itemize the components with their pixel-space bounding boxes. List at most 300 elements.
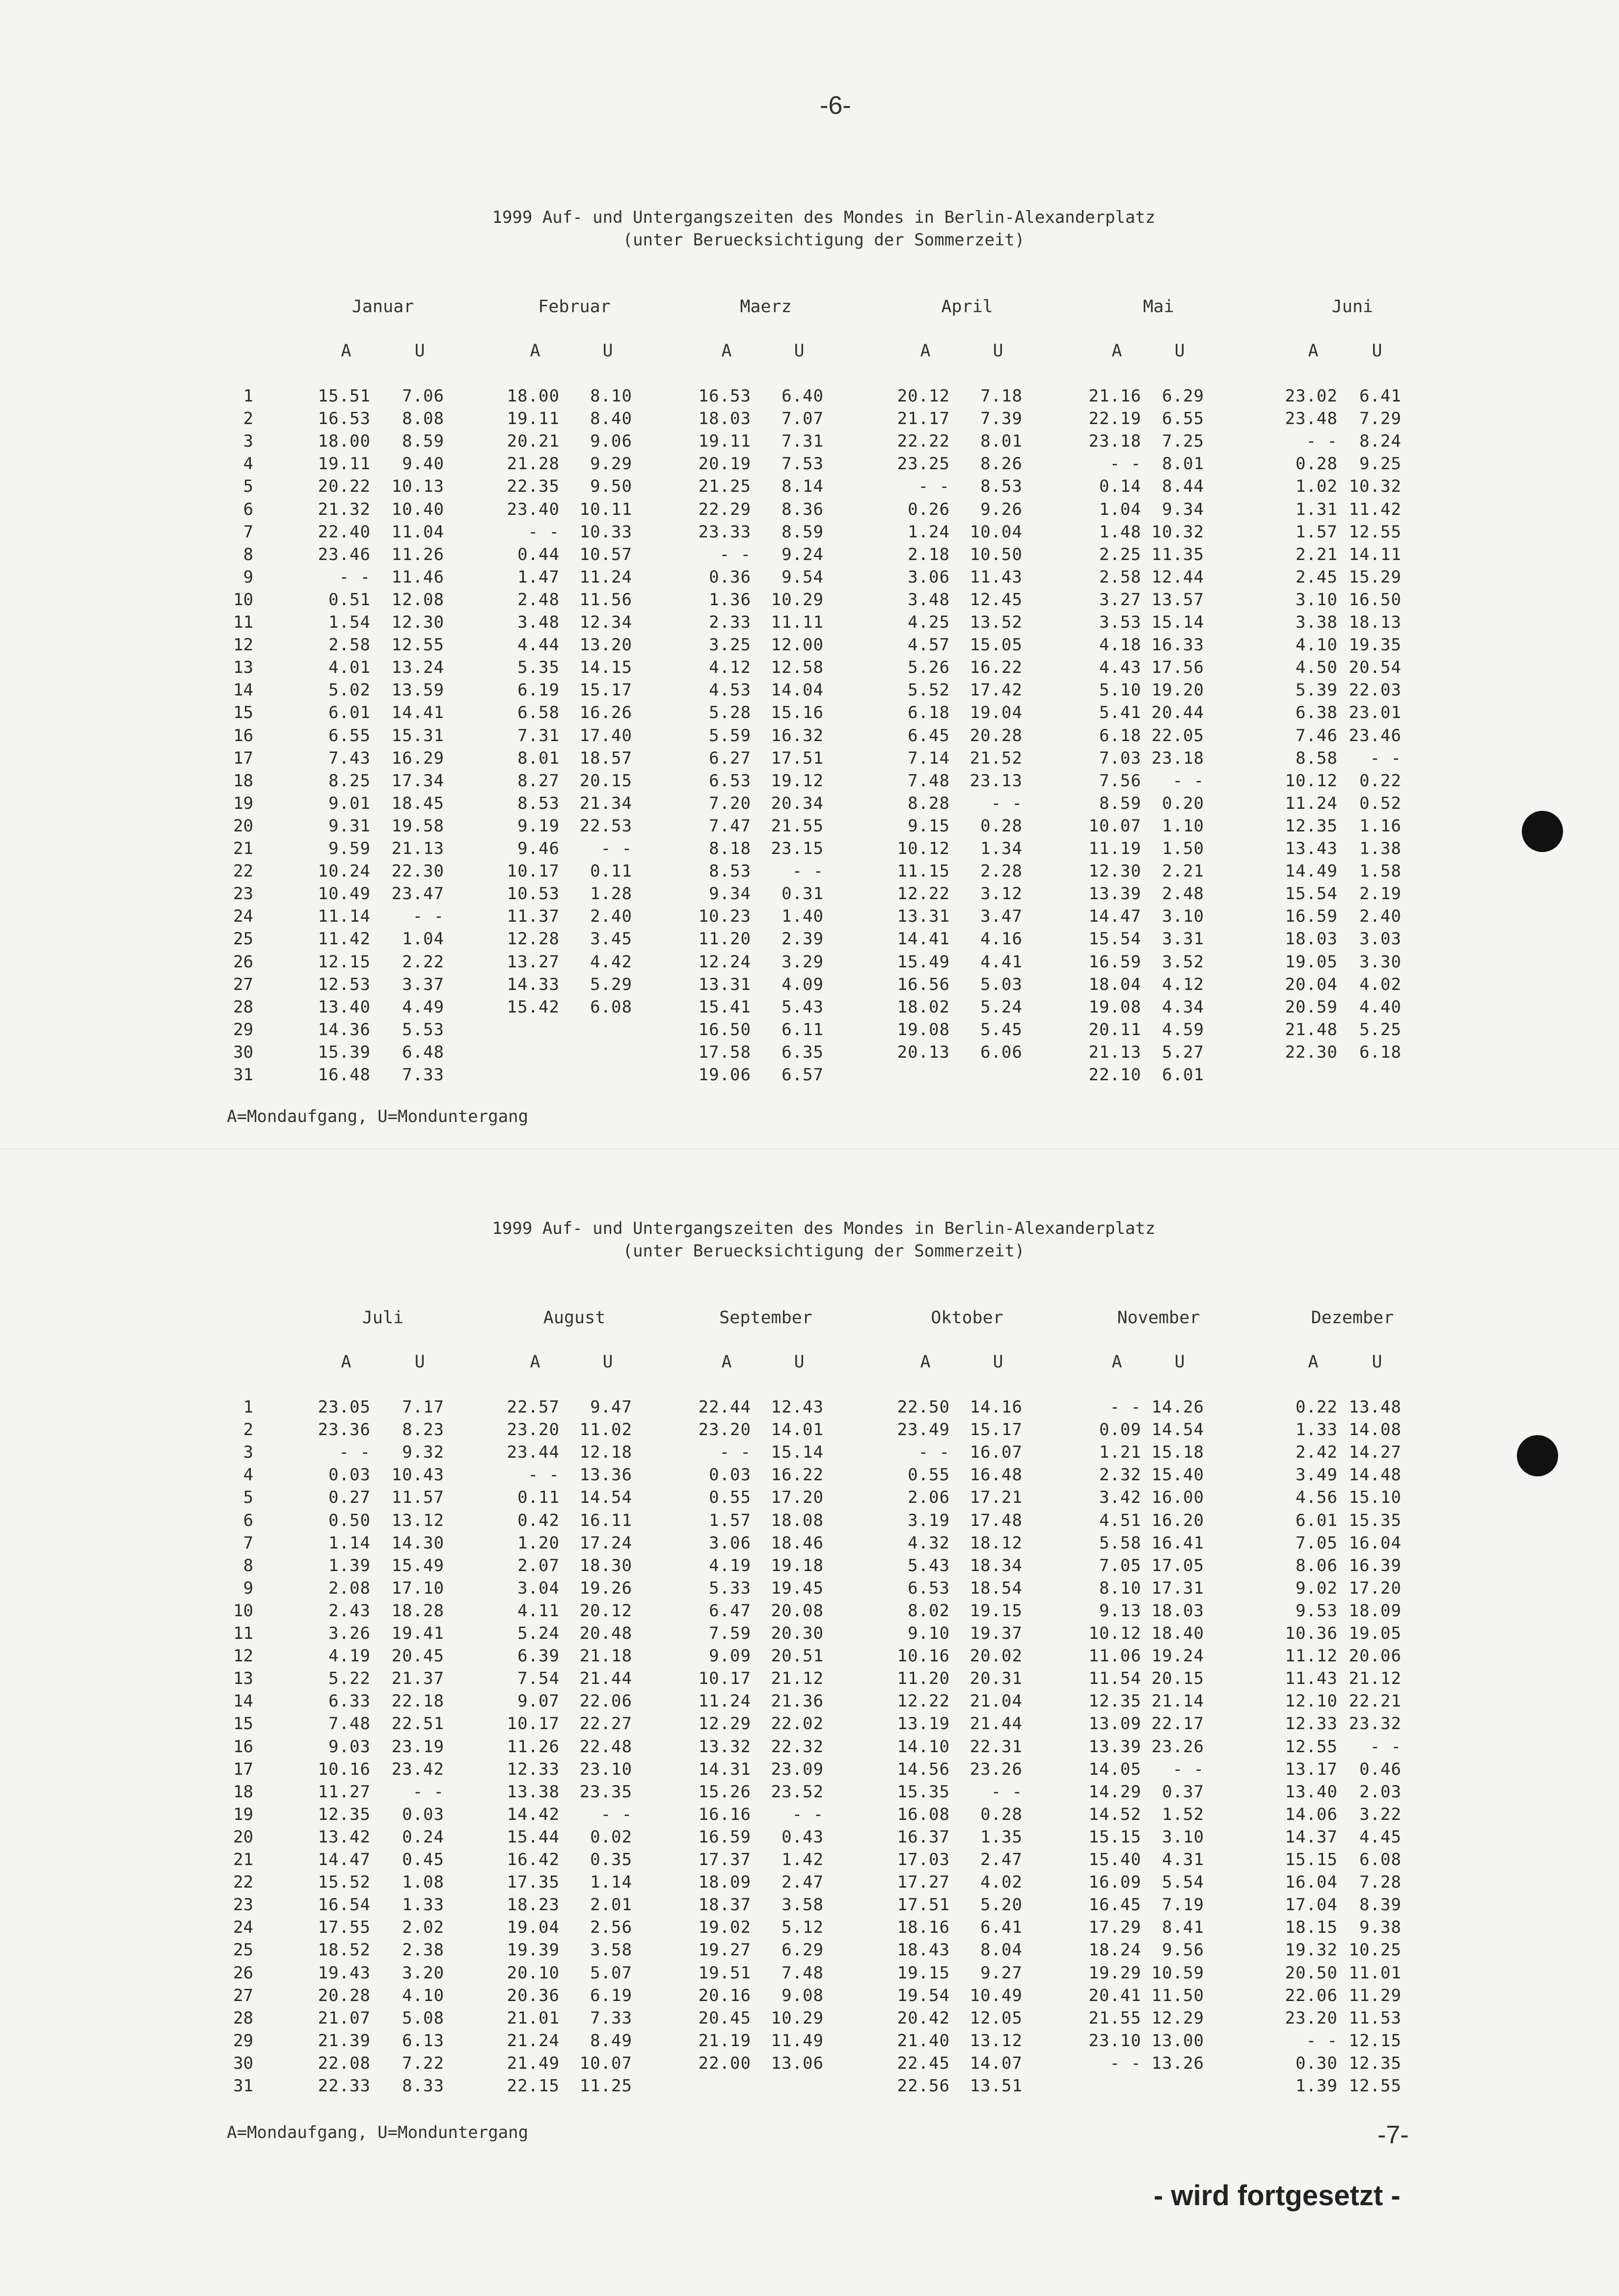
day-number: 19 xyxy=(233,793,253,813)
col-header-rise: A xyxy=(1308,1352,1319,1372)
moonset-cell: 21.55 xyxy=(771,816,824,836)
moonset-cell: 1.40 xyxy=(782,907,824,927)
moonrise-cell: 14.41 xyxy=(897,929,950,949)
moonrise-cell: 1.31 xyxy=(1295,499,1338,519)
moonrise-cell: - - xyxy=(1109,454,1141,474)
moonrise-cell: 8.02 xyxy=(908,1601,950,1621)
moonrise-cell: 22.30 xyxy=(1285,1042,1338,1062)
moonrise-cell: 13.31 xyxy=(897,907,950,927)
moonrise-cell: 22.19 xyxy=(1088,409,1141,429)
day-number: 27 xyxy=(233,974,253,994)
moonset-cell: 9.06 xyxy=(590,431,632,452)
day-number: 11 xyxy=(233,1624,253,1643)
day-number: 5 xyxy=(243,1488,253,1508)
punch-hole-lower xyxy=(1517,1435,1558,1476)
moonrise-cell: 0.44 xyxy=(517,544,560,564)
moonrise-cell: 3.42 xyxy=(1099,1488,1141,1508)
moonset-cell: 6.57 xyxy=(782,1065,824,1085)
moonset-cell: 13.48 xyxy=(1349,1397,1402,1417)
moonset-cell: 6.48 xyxy=(402,1042,444,1062)
moonset-cell: 5.54 xyxy=(1162,1872,1204,1893)
moonrise-cell: 9.46 xyxy=(517,839,560,858)
moonrise-cell: 2.42 xyxy=(1295,1442,1338,1463)
moonrise-cell: 0.03 xyxy=(709,1465,751,1485)
moonrise-cell: 7.59 xyxy=(709,1624,751,1643)
moonset-cell: 8.44 xyxy=(1162,477,1204,497)
legend-text: A=Mondaufgang, U=Monduntergang xyxy=(227,1107,529,1126)
moonrise-cell: 0.36 xyxy=(709,567,751,587)
moonrise-cell: 17.03 xyxy=(897,1850,950,1869)
moonset-cell: 16.20 xyxy=(1151,1510,1204,1530)
moonset-cell: 11.57 xyxy=(391,1488,444,1508)
moonrise-cell: 2.07 xyxy=(517,1555,560,1575)
moonrise-cell: 22.08 xyxy=(318,2053,371,2073)
month-header: August xyxy=(543,1308,606,1328)
moonset-cell: 1.52 xyxy=(1162,1804,1204,1824)
moonset-cell: 22.17 xyxy=(1151,1714,1204,1734)
moonset-cell: 7.28 xyxy=(1359,1872,1402,1893)
moonset-cell: 15.14 xyxy=(1151,613,1204,632)
moonrise-cell: 10.17 xyxy=(507,861,560,881)
moonset-cell: 21.12 xyxy=(771,1669,824,1689)
moonrise-cell: 6.47 xyxy=(709,1601,751,1621)
moonrise-cell: 19.08 xyxy=(897,1019,950,1040)
moonrise-cell: - - xyxy=(339,567,371,587)
moonrise-cell: 23.49 xyxy=(897,1420,950,1440)
month-header: Juli xyxy=(362,1308,404,1328)
moonrise-cell: 10.23 xyxy=(698,907,751,927)
moonset-cell: 2.47 xyxy=(782,1872,824,1893)
moonset-cell: 10.59 xyxy=(1151,1963,1204,1983)
moonrise-cell: 5.58 xyxy=(1099,1533,1141,1553)
moonrise-cell: 14.29 xyxy=(1088,1782,1141,1802)
day-number: 12 xyxy=(233,1646,253,1666)
moonset-cell: 21.52 xyxy=(970,748,1023,768)
moonset-cell: 14.07 xyxy=(970,2053,1023,2073)
moonrise-cell: 7.43 xyxy=(328,748,371,768)
moonset-cell: 20.15 xyxy=(579,771,632,791)
moonrise-cell: 5.26 xyxy=(908,658,950,678)
moonset-cell: 1.16 xyxy=(1359,816,1402,836)
moonset-cell: 9.25 xyxy=(1359,454,1402,474)
moonset-cell: 19.41 xyxy=(391,1624,444,1643)
moonset-cell: 15.35 xyxy=(1349,1510,1402,1530)
moonrise-cell: 12.35 xyxy=(318,1804,371,1824)
moonset-cell: 4.31 xyxy=(1162,1850,1204,1869)
moonset-cell: 20.54 xyxy=(1349,658,1402,678)
moonrise-cell: 0.55 xyxy=(908,1465,950,1485)
moonrise-cell: - - xyxy=(528,1465,560,1485)
moonset-cell: 0.35 xyxy=(590,1850,632,1869)
moonset-cell: 22.06 xyxy=(579,1691,632,1711)
moonrise-cell: 16.48 xyxy=(318,1065,371,1085)
moonset-cell: 20.44 xyxy=(1151,703,1204,723)
day-number: 4 xyxy=(243,454,253,474)
moonset-cell: 12.55 xyxy=(1349,522,1402,542)
moonrise-cell: 9.01 xyxy=(328,793,371,813)
month-header: Dezember xyxy=(1311,1308,1394,1328)
moonset-cell: 18.09 xyxy=(1349,1601,1402,1621)
moonrise-cell: 3.48 xyxy=(517,613,560,632)
moonrise-cell: 22.57 xyxy=(507,1397,560,1417)
moonset-cell: 19.58 xyxy=(391,816,444,836)
moonset-cell: 17.10 xyxy=(391,1578,444,1598)
moonrise-cell: 3.25 xyxy=(709,635,751,655)
col-header-set: U xyxy=(1174,1352,1185,1372)
day-number: 28 xyxy=(233,2008,253,2028)
moonrise-cell: 9.34 xyxy=(709,884,751,904)
moonrise-cell: 19.43 xyxy=(318,1963,371,1983)
moonset-cell: 2.01 xyxy=(590,1895,632,1915)
moonset-cell: - - xyxy=(792,861,824,881)
moonrise-cell: 0.14 xyxy=(1099,477,1141,497)
moonrise-cell: 8.53 xyxy=(517,793,560,813)
moonset-cell: 5.27 xyxy=(1162,1042,1204,1062)
moonset-cell: 11.53 xyxy=(1349,2008,1402,2028)
moonrise-cell: 11.14 xyxy=(318,907,371,927)
moonset-cell: 1.33 xyxy=(402,1895,444,1915)
moonset-cell: 18.08 xyxy=(771,1510,824,1530)
moonrise-cell: 3.53 xyxy=(1099,613,1141,632)
moonset-cell: 8.14 xyxy=(782,477,824,497)
moonset-cell: 11.49 xyxy=(771,2030,824,2051)
moonrise-cell: 6.53 xyxy=(908,1578,950,1598)
moonset-cell: 3.31 xyxy=(1162,929,1204,949)
day-number: 16 xyxy=(233,725,253,746)
moonrise-cell: 6.38 xyxy=(1295,703,1338,723)
moonrise-cell: 20.42 xyxy=(897,2008,950,2028)
moonrise-cell: 0.03 xyxy=(328,1465,371,1485)
moonset-cell: 15.29 xyxy=(1349,567,1402,587)
moonrise-cell: 13.42 xyxy=(318,1827,371,1847)
moonset-cell: - - xyxy=(792,1804,824,1824)
moonset-cell: 16.50 xyxy=(1349,589,1402,610)
moonset-cell: 13.24 xyxy=(391,658,444,678)
moonset-cell: 6.35 xyxy=(782,1042,824,1062)
moonrise-cell: 7.20 xyxy=(709,793,751,813)
moonset-cell: 10.57 xyxy=(579,544,632,564)
moonset-cell: 16.33 xyxy=(1151,635,1204,655)
day-number: 4 xyxy=(243,1465,253,1485)
moonrise-cell: 1.24 xyxy=(908,522,950,542)
moonrise-cell: 8.25 xyxy=(328,771,371,791)
moonset-cell: 3.37 xyxy=(402,974,444,994)
page-fold-line xyxy=(0,1148,1619,1149)
moonrise-cell: 1.02 xyxy=(1295,477,1338,497)
moonset-cell: 21.36 xyxy=(771,1691,824,1711)
moonrise-cell: 22.00 xyxy=(698,2053,751,2073)
moonset-cell: 0.37 xyxy=(1162,1782,1204,1802)
moonrise-cell: - - xyxy=(1306,431,1338,452)
moonset-cell: 3.22 xyxy=(1359,1804,1402,1824)
day-number: 27 xyxy=(233,1985,253,2005)
moonset-cell: 16.22 xyxy=(970,658,1023,678)
moonset-cell: 14.41 xyxy=(391,703,444,723)
moonrise-cell: 5.02 xyxy=(328,680,371,700)
moonrise-cell: - - xyxy=(719,1442,751,1463)
moonset-cell: 20.48 xyxy=(579,1624,632,1643)
moonrise-cell: 9.19 xyxy=(517,816,560,836)
moonrise-cell: 10.16 xyxy=(897,1646,950,1666)
day-number: 3 xyxy=(243,431,253,452)
moonrise-cell: 20.21 xyxy=(507,431,560,452)
moonrise-cell: 3.49 xyxy=(1295,1465,1338,1485)
moonset-cell: 23.46 xyxy=(1349,725,1402,746)
moonrise-cell: 20.13 xyxy=(897,1042,950,1062)
moonset-cell: 3.52 xyxy=(1162,952,1204,972)
moonrise-cell: 16.53 xyxy=(318,409,371,429)
moonset-cell: 0.28 xyxy=(980,1804,1023,1824)
moonset-cell: 7.19 xyxy=(1162,1895,1204,1915)
moonset-cell: 19.24 xyxy=(1151,1646,1204,1666)
moonrise-cell: 8.59 xyxy=(1099,793,1141,813)
moonrise-cell: 3.06 xyxy=(908,567,950,587)
moonset-cell: 14.04 xyxy=(771,680,824,700)
moonrise-cell: 15.52 xyxy=(318,1872,371,1893)
moonrise-cell: 12.33 xyxy=(1285,1714,1338,1734)
moonset-cell: 4.10 xyxy=(402,1985,444,2005)
moonset-cell: 5.24 xyxy=(980,997,1023,1017)
moonset-cell: 18.57 xyxy=(579,748,632,768)
moonrise-cell: 14.37 xyxy=(1285,1827,1338,1847)
moonrise-cell: 2.21 xyxy=(1295,544,1338,564)
moonrise-cell: 7.14 xyxy=(908,748,950,768)
moonrise-cell: 7.03 xyxy=(1099,748,1141,768)
moonrise-cell: 15.42 xyxy=(507,997,560,1017)
moonset-cell: 4.09 xyxy=(782,974,824,994)
moonrise-cell: 15.39 xyxy=(318,1042,371,1062)
moonrise-cell: 22.45 xyxy=(897,2053,950,2073)
day-number: 24 xyxy=(233,907,253,927)
col-header-set: U xyxy=(1372,341,1382,361)
moonrise-cell: 11.20 xyxy=(698,929,751,949)
moonset-cell: 10.07 xyxy=(579,2053,632,2073)
moonset-cell: 16.41 xyxy=(1151,1533,1204,1553)
moonrise-cell: 21.49 xyxy=(507,2053,560,2073)
moonset-cell: 0.24 xyxy=(402,1827,444,1847)
moonset-cell: 5.07 xyxy=(590,1963,632,1983)
moonset-cell: 17.56 xyxy=(1151,658,1204,678)
moonrise-cell: - - xyxy=(1109,1397,1141,1417)
moonrise-cell: 19.39 xyxy=(507,1940,560,1960)
moonrise-cell: 13.43 xyxy=(1285,839,1338,858)
moonset-cell: 8.01 xyxy=(980,431,1023,452)
day-number: 23 xyxy=(233,884,253,904)
moonrise-cell: 2.25 xyxy=(1099,544,1141,564)
moonrise-cell: 17.58 xyxy=(698,1042,751,1062)
moonset-cell: - - xyxy=(600,839,632,858)
moonset-cell: 13.20 xyxy=(579,635,632,655)
moonrise-cell: 14.06 xyxy=(1285,1804,1338,1824)
moonrise-cell: 6.45 xyxy=(908,725,950,746)
moonrise-cell: 6.18 xyxy=(908,703,950,723)
moonrise-cell: 14.49 xyxy=(1285,861,1338,881)
moonset-cell: 13.36 xyxy=(579,1465,632,1485)
moonset-cell: 16.29 xyxy=(391,748,444,768)
moonset-cell: 23.09 xyxy=(771,1759,824,1779)
moonset-cell: 10.32 xyxy=(1151,522,1204,542)
moonrise-cell: 23.40 xyxy=(507,499,560,519)
day-number: 25 xyxy=(233,929,253,949)
moonset-cell: 6.29 xyxy=(782,1940,824,1960)
moonrise-cell: 13.40 xyxy=(1285,1782,1338,1802)
moonset-cell: 10.40 xyxy=(391,499,444,519)
moonrise-cell: 4.51 xyxy=(1099,1510,1141,1530)
moonset-cell: 10.43 xyxy=(391,1465,444,1485)
moonrise-cell: 13.39 xyxy=(1088,884,1141,904)
moonrise-cell: 18.16 xyxy=(897,1918,950,1938)
moonset-cell: 11.26 xyxy=(391,544,444,564)
moonrise-cell: 23.48 xyxy=(1285,409,1338,429)
moonset-cell: 23.10 xyxy=(579,1759,632,1779)
moonrise-cell: 20.41 xyxy=(1088,1985,1141,2005)
day-number: 18 xyxy=(233,1782,253,1802)
moonrise-cell: 8.27 xyxy=(517,771,560,791)
moonset-cell: 22.02 xyxy=(771,1714,824,1734)
moonrise-cell: 11.42 xyxy=(318,929,371,949)
moonset-cell: 8.41 xyxy=(1162,1918,1204,1938)
moonrise-cell: 21.28 xyxy=(507,454,560,474)
moonrise-cell: 19.15 xyxy=(897,1963,950,1983)
moonrise-cell: 17.35 xyxy=(507,1872,560,1893)
day-number: 31 xyxy=(233,2076,253,2096)
day-number: 3 xyxy=(243,1442,253,1463)
moonset-cell: 0.20 xyxy=(1162,793,1204,813)
col-header-rise: A xyxy=(1111,341,1122,361)
moonset-cell: 7.06 xyxy=(402,386,444,406)
moonset-cell: 6.19 xyxy=(590,1985,632,2005)
moonrise-cell: 18.43 xyxy=(897,1940,950,1960)
moonset-cell: 19.04 xyxy=(970,703,1023,723)
moonset-cell: 17.21 xyxy=(970,1488,1023,1508)
moonset-cell: 22.53 xyxy=(579,816,632,836)
moonset-cell: 4.02 xyxy=(980,1872,1023,1893)
col-header-set: U xyxy=(993,341,1003,361)
moonset-cell: - - xyxy=(991,793,1023,813)
moonset-cell: 13.06 xyxy=(771,2053,824,2073)
moonrise-cell: 1.04 xyxy=(1099,499,1141,519)
moonset-cell: 2.19 xyxy=(1359,884,1402,904)
moonset-cell: 22.51 xyxy=(391,1714,444,1734)
moonrise-cell: 22.35 xyxy=(507,477,560,497)
moonset-cell: 15.14 xyxy=(771,1442,824,1463)
moonset-cell: 10.29 xyxy=(771,589,824,610)
moonset-cell: 20.45 xyxy=(391,1646,444,1666)
moonset-cell: 18.45 xyxy=(391,793,444,813)
moonrise-cell: 19.11 xyxy=(507,409,560,429)
moonrise-cell: 18.00 xyxy=(318,431,371,452)
month-header: September xyxy=(719,1308,812,1328)
moonset-cell: 10.04 xyxy=(970,522,1023,542)
moonset-cell: 17.20 xyxy=(771,1488,824,1508)
moonset-cell: 19.37 xyxy=(970,1624,1023,1643)
moonset-cell: 15.31 xyxy=(391,725,444,746)
moonrise-cell: 4.50 xyxy=(1295,658,1338,678)
moonset-cell: 9.26 xyxy=(980,499,1023,519)
day-number: 28 xyxy=(233,997,253,1017)
moonrise-cell: 22.15 xyxy=(507,2076,560,2096)
moonrise-cell: 16.50 xyxy=(698,1019,751,1040)
col-header-set: U xyxy=(602,341,613,361)
moonset-cell: 18.28 xyxy=(391,1601,444,1621)
moonrise-cell: 1.39 xyxy=(1295,2076,1338,2096)
moonset-cell: 15.17 xyxy=(579,680,632,700)
moonset-cell: 19.12 xyxy=(771,771,824,791)
moonset-cell: 12.55 xyxy=(391,635,444,655)
day-number: 13 xyxy=(233,1669,253,1689)
moonrise-cell: 21.19 xyxy=(698,2030,751,2051)
moonset-cell: 1.28 xyxy=(590,884,632,904)
moonrise-cell: 9.02 xyxy=(1295,1578,1338,1598)
moonrise-cell: 20.12 xyxy=(897,386,950,406)
moonrise-cell: 4.19 xyxy=(709,1555,751,1575)
moonrise-cell: 13.09 xyxy=(1088,1714,1141,1734)
moonrise-cell: 18.23 xyxy=(507,1895,560,1915)
moonset-cell: 8.39 xyxy=(1359,1895,1402,1915)
moonrise-cell: 6.01 xyxy=(328,703,371,723)
moonset-cell: 21.44 xyxy=(579,1669,632,1689)
moonrise-cell: 8.06 xyxy=(1295,1555,1338,1575)
moonset-cell: 18.40 xyxy=(1151,1624,1204,1643)
moonset-cell: 7.22 xyxy=(402,2053,444,2073)
moonrise-cell: 1.39 xyxy=(328,1555,371,1575)
moonrise-cell: 12.33 xyxy=(507,1759,560,1779)
moonset-cell: 3.47 xyxy=(980,907,1023,927)
moonrise-cell: 4.32 xyxy=(908,1533,950,1553)
moonset-cell: 23.47 xyxy=(391,884,444,904)
moonset-cell: 14.27 xyxy=(1349,1442,1402,1463)
moonrise-cell: 1.36 xyxy=(709,589,751,610)
moonset-cell: 23.32 xyxy=(1349,1714,1402,1734)
day-number: 12 xyxy=(233,635,253,655)
moonrise-cell: 9.31 xyxy=(328,816,371,836)
moonrise-cell: 12.10 xyxy=(1285,1691,1338,1711)
moonset-cell: 18.30 xyxy=(579,1555,632,1575)
moonset-cell: 18.12 xyxy=(970,1533,1023,1553)
moonset-cell: 7.53 xyxy=(782,454,824,474)
moonrise-cell: 21.13 xyxy=(1088,1042,1141,1062)
day-number: 17 xyxy=(233,1759,253,1779)
moonset-cell: 8.08 xyxy=(402,409,444,429)
moonrise-cell: 21.01 xyxy=(507,2008,560,2028)
moonrise-cell: 1.33 xyxy=(1295,1420,1338,1440)
moonset-cell: 2.38 xyxy=(402,1940,444,1960)
moonrise-cell: 7.56 xyxy=(1099,771,1141,791)
moonset-cell: 12.55 xyxy=(1349,2076,1402,2096)
moonrise-cell: 0.55 xyxy=(709,1488,751,1508)
moonset-cell: 11.11 xyxy=(771,613,824,632)
moonrise-cell: 15.51 xyxy=(318,386,371,406)
moonrise-cell: 11.37 xyxy=(507,907,560,927)
moonset-cell: 9.50 xyxy=(590,477,632,497)
moonrise-cell: 5.10 xyxy=(1099,680,1141,700)
moonset-cell: 2.40 xyxy=(1359,907,1402,927)
moonset-cell: 10.11 xyxy=(579,499,632,519)
moonset-cell: 1.42 xyxy=(782,1850,824,1869)
moonset-cell: 22.27 xyxy=(579,1714,632,1734)
day-number: 11 xyxy=(233,613,253,632)
moonrise-cell: 19.29 xyxy=(1088,1963,1141,1983)
moonrise-cell: 8.28 xyxy=(908,793,950,813)
moonrise-cell: 4.12 xyxy=(709,658,751,678)
moonset-cell: 11.42 xyxy=(1349,499,1402,519)
moonset-cell: 20.51 xyxy=(771,1646,824,1666)
moonset-cell: 4.12 xyxy=(1162,974,1204,994)
moonset-cell: 9.54 xyxy=(782,567,824,587)
month-header: Juni xyxy=(1331,297,1374,317)
col-header-rise: A xyxy=(530,341,540,361)
moonset-cell: 3.30 xyxy=(1359,952,1402,972)
